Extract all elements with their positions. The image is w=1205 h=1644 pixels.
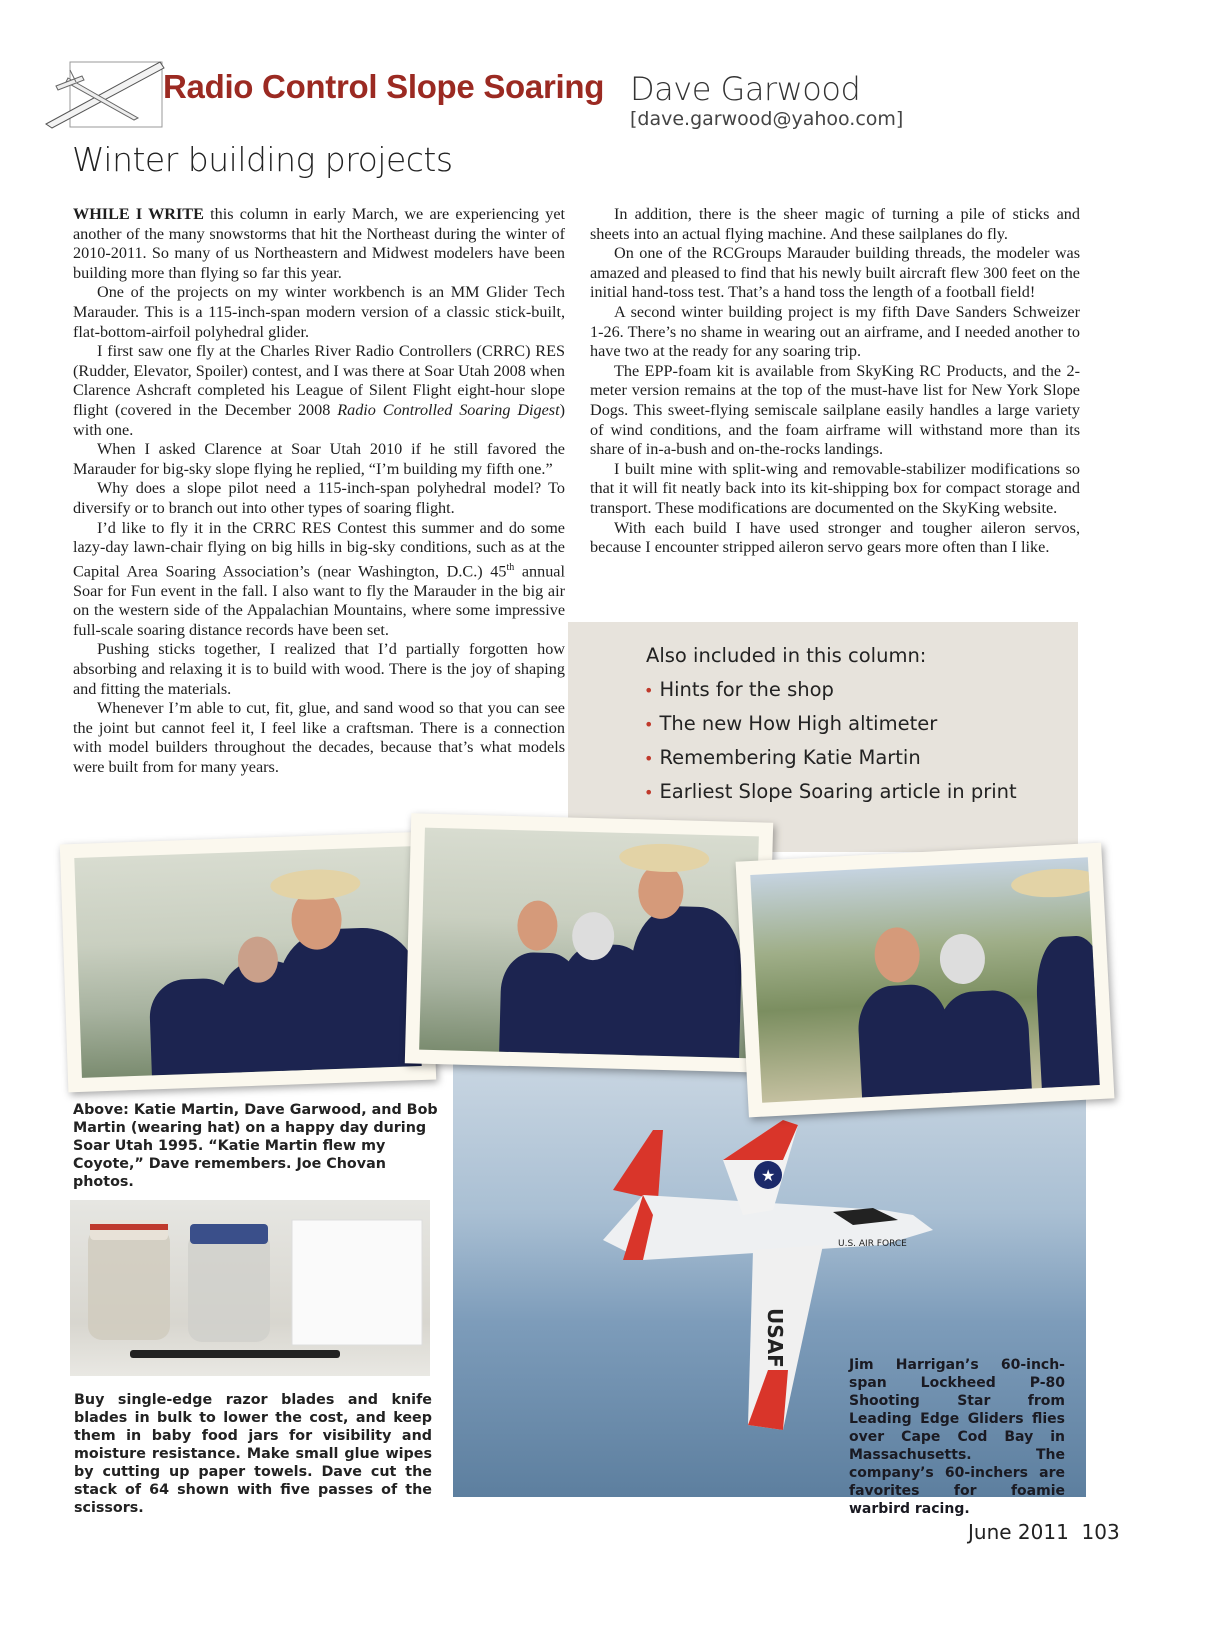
paragraph: The EPP-foam kit is available from SkyKing RC Products, and the 2-meter version remains at the top of the must-have list for New York Slope Dogs. This sweet-flying semiscale sailplane easily handles a large variety of wind conditions, and the foam airframe will withstand more than its share of in-a-bush and on-the-rocks landings. <box>590 361 1080 459</box>
paragraph-text: ) with one. <box>73 400 565 439</box>
sidebar-item <box>644 712 1017 746</box>
paragraph: One of the projects on my winter workbench is an MM Glider Tech Marauder. This is a 115-inch-span modern version of a classic stick-built, flat-bottom-airfoil polyhedral glider. <box>73 283 565 341</box>
paragraph: When I asked Clarence at Soar Utah 2010 if he still favored the Marauder for big-sky slope flying he replied, “I’m building my fifth one.” <box>73 440 565 478</box>
paragraph <box>73 519 565 641</box>
photo-pilots-1 <box>60 832 436 1093</box>
paragraph: Whenever I’m able to cut, fit, glue, and sand wood so that you can see the joint but cannot feel it, I feel like a craftsman. There is a connection with model builders throughout the decades, because that’s what models were built from for many years. <box>73 699 565 777</box>
sidebar-item-label: Remembering Katie Martin <box>659 746 921 769</box>
page-number: 103 <box>1081 1520 1120 1544</box>
ordinal-suffix: th <box>506 561 515 573</box>
sidebar-item-label: Earliest Slope Soaring article in print <box>659 780 1017 803</box>
sidebar-item-label: Hints for the shop <box>659 678 834 701</box>
svg-text:★: ★ <box>761 1168 776 1185</box>
paragraph <box>73 342 565 440</box>
magazine-title: Radio Controlled Soaring Digest <box>337 400 560 419</box>
paragraph-text: annual Soar for Fun event in the fall. I also want to fly the Marauder in the big air on the western side of the Appalachian Mountains, where some impressive full-scale soaring distance records have been set. <box>73 562 565 639</box>
article-column-1 <box>73 205 565 778</box>
paragraph: A second winter building project is my fifth Dave Sanders Schweizer 1-26. There’s no shame in wearing out an airframe, and I needed another to have two at the ready for any soaring trip. <box>590 302 1080 361</box>
sidebar-item <box>644 746 1017 780</box>
paragraph: Pushing sticks together, I realized that I’d partially forgotten how absorbing and relaxing it is to build with wood. There is the joy of shaping and fitting the materials. <box>73 640 565 698</box>
sidebar-item <box>644 678 1017 712</box>
plane-marking-wing: USAF <box>763 1308 787 1368</box>
also-included-sidebar <box>568 622 1078 852</box>
paragraph: Why does a slope pilot need a 115-inch-span polyhedral model? To diversify or to branch out into other types of soaring flight. <box>73 479 565 517</box>
paragraph-text: I’d like to fly it in the CRRC RES Contest this summer and do some lazy-day lawn-chair flying on big hills in big-sky conditions, such as at the Capital Area Soaring Association’s (near Washington, D.C.) 45 <box>73 518 565 581</box>
author-name: Dave Garwood <box>630 70 861 108</box>
lead-in: WHILE I WRITE <box>73 205 204 223</box>
sidebar-item-label: The new How High altimeter <box>659 712 938 735</box>
glider-logo-icon <box>42 52 167 134</box>
page-footer <box>968 1520 1120 1544</box>
author-email: [dave.garwood@yahoo.com] <box>630 108 904 130</box>
sidebar-item <box>644 780 1017 814</box>
plane-marking-fuselage: U.S. AIR FORCE <box>838 1239 907 1249</box>
paragraph: With each build I have used stronger and tougher aileron servos, because I encounter stripped aileron servo gears more often than I like. <box>590 518 1080 557</box>
paragraph: On one of the RCGroups Marauder building threads, the modeler was amazed and pleased to find that his newly built aircraft flew 300 feet on the initial hand-toss test. That’s a hand toss the length of a football field! <box>590 244 1080 302</box>
photo-caption-razor: Buy single-edge razor blades and knife blades in bulk to lower the cost, and keep them in baby food jars for visibility and moisture resistance. Make small glue wipes by cutting up paper towels. Dave cut the stack of 64 shown with five passes of the scissors. <box>74 1392 432 1516</box>
paragraph: I built mine with split-wing and removable-stabilizer modifications so that it will fit neatly back into its kit-shipping box for compact storage and transport. These modifications are documented on the SkyKing website. <box>590 459 1080 517</box>
photo-pilots-3 <box>736 843 1115 1118</box>
bullet-icon: • <box>644 749 654 768</box>
bullet-icon: • <box>644 783 654 802</box>
photo-caption-plane: Jim Harrigan’s 60-inch-span Lockheed P-80 Shooting Star from Leading Edge Gliders flies over Cape Cod Bay in Massachusetts. The company’s 60-inchers are favorites for foamie warbird racing. <box>849 1357 1065 1517</box>
column-title: Radio Control Slope Soaring <box>163 68 605 105</box>
sidebar-heading: Also included in this column: <box>646 644 927 667</box>
paragraph-text: this column in early March, we are experiencing yet another of the many snowstorms that hit the Northeast during the winter of 2010-2011. So many of us Northeastern and Midwest modelers have been building more than flying so far this year. <box>73 205 566 282</box>
photo-pilots-2 <box>405 813 773 1072</box>
paragraph-text: I first saw one fly at the Charles River Radio Controllers (CRRC) RES (Rudder, Elevator, Spoiler) contest, and I was there at Soar Utah 2008 when Clarence Ashcraft completed his League of Silent Flight eight-hour slope flight (covered in the December 2008 <box>73 342 565 419</box>
article-headline: Winter building projects <box>72 140 453 179</box>
bullet-icon: • <box>644 681 654 700</box>
bullet-icon: • <box>644 715 654 734</box>
article-column-2 <box>590 205 1080 558</box>
photo-caption-people: Above: Katie Martin, Dave Garwood, and Bob Martin (wearing hat) on a happy day during Soar Utah 1995. “Katie Martin flew my Coyote,” Dave remembers. Joe Chovan photos. <box>73 1102 438 1190</box>
paragraph: In addition, there is the sheer magic of turning a pile of sticks and sheets into an actual flying machine. And these sailplanes do fly. <box>590 205 1080 243</box>
paragraph <box>73 205 565 283</box>
razor-jars-photo <box>70 1200 430 1376</box>
issue-date: June 2011 <box>968 1520 1069 1544</box>
